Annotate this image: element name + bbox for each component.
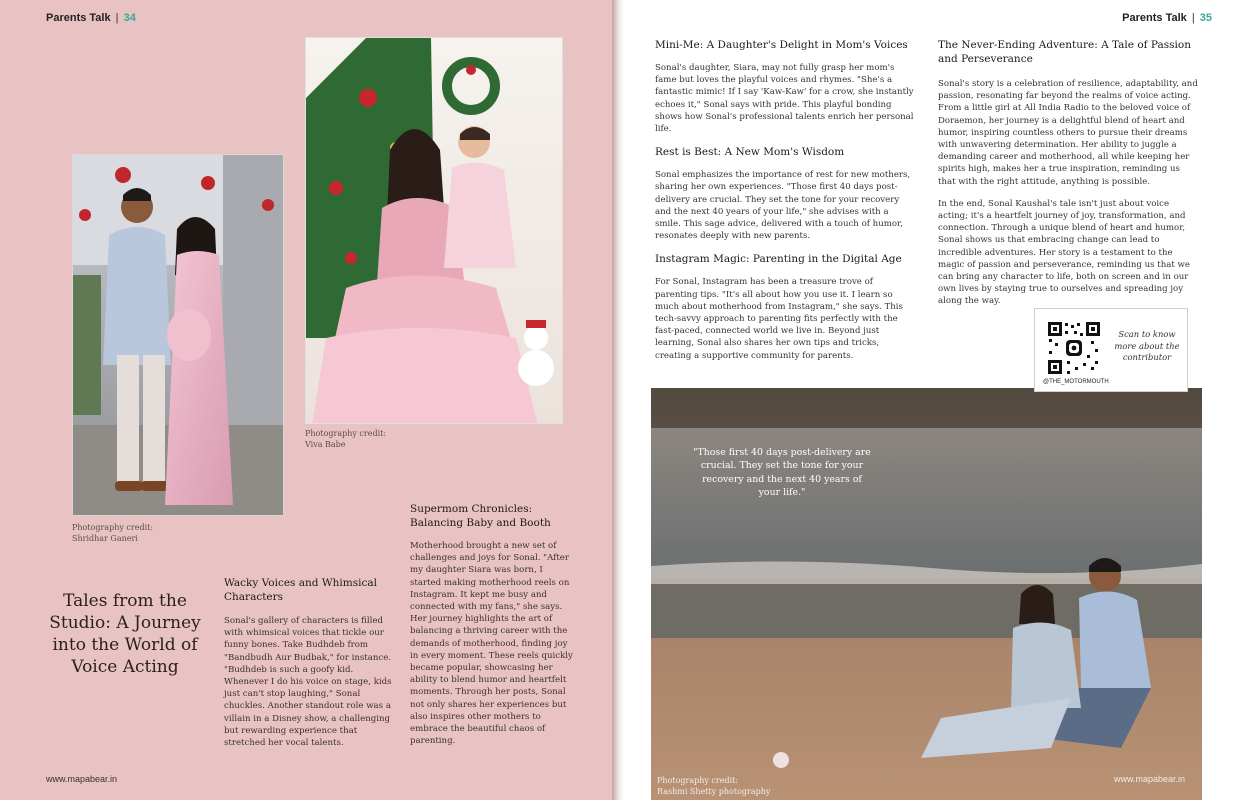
section-heading: Instagram Magic: Parenting in the Digital Age — [655, 253, 902, 266]
photo-credit-name: Shridhar Ganeri — [72, 534, 138, 543]
photo-credit-label: Photography credit: — [305, 429, 387, 438]
section-heading: Supermom Chronicles: Balancing Baby and Booth — [410, 503, 551, 529]
section-body: Sonal's gallery of characters is filled with whimsical voices that tickle our funny bones. Take Budhdeb from "Bandbudh Aur Budbak," for instance. "Budhdeb is such a goofy kid. Whenever I do his voice on stage, kids just can't stop laughing," Sonal chuckles. Another standout role was a villain in a Disney show, a challenging but rewarding experience that stretched her vocal talents. — [224, 616, 392, 749]
header-separator: | — [115, 12, 119, 24]
right-page-header — [1122, 12, 1212, 24]
left-page — [0, 0, 612, 800]
left-page-header — [46, 12, 136, 24]
website-url[interactable]: www.mapabear.in — [1114, 774, 1186, 784]
article-title: Tales from the Studio: A Journey into the World of Voice Acting — [49, 591, 201, 677]
section-heading: The Never-Ending Adventure: A Tale of Passion and Perseverance — [938, 39, 1191, 65]
section-body: Sonal's daughter, Siara, may not fully grasp her mom's fame but loves the playful voices and rhymes. "She's a fantastic mimic! If I say 'Kaw-Kaw' for a crow, she instantly echoes it," Sonal says with pride. This playful bonding shows how Sonal's professional talents enrich her personal life. — [655, 63, 914, 135]
photo-credit-label: Photography credit: — [657, 776, 739, 785]
qr-handle: @THE_MOTORMOUTH — [1043, 379, 1109, 385]
photo-credit-2 — [305, 428, 386, 450]
photo-credit-name: Rashmi Shetty photography — [657, 787, 771, 796]
section-heading: Mini-Me: A Daughter's Delight in Mom's Voices — [655, 39, 908, 51]
section-wacky-voices — [224, 576, 394, 749]
section-mini-me — [655, 38, 915, 135]
section-heading: Rest is Best: A New Mom's Wisdom — [655, 146, 845, 159]
website-url[interactable]: www.mapabear.in — [46, 774, 118, 784]
section-body: Motherhood brought a new set of challenges and joys for Sonal. "After my daughter Siara was born, I started making motherhood reels on Instagram. It kept me busy and connected with my fans," she says. Her journey highlights the art of balancing a thriving career with the demands of motherhood, finding joy in every moment. These reels quickly became popular, showcasing her ability to blend humor and heartfelt moments. Through her posts, Sonal not only shares her experiences but also inspires other mothers to embrace the beautiful chaos of parenting. — [410, 541, 573, 747]
section-body-2: In the end, Sonal Kaushal's tale isn't just about voice acting; it's a heartfelt journey of joy, transformation, and connection. Through a unique blend of heart and humor, Sonal shows us that embracing change can lead to incredible adventures. Her story is a testament to the magic of passion and perseverance, reminding us that we can bring any character to life, both on screen and in our own lives by staying true to ourselves and spreading joy along the way. — [938, 198, 1190, 307]
section-rest-is-best — [655, 145, 915, 242]
page-gutter — [612, 0, 624, 800]
photo-credit-name: Viva Babe — [305, 440, 346, 449]
couple-maternity-photo — [72, 154, 284, 516]
mother-baby-photo — [305, 37, 563, 424]
section-body: For Sonal, Instagram has been a treasure trove of parenting tips. "It's all about how you use it. I learn so much about motherhood from Instagram," she says. This tech-savvy approach to parenting fits perfectly with the fast-paced, connected world we live in. Beyond just learning, Sonal also shares her own tips and tricks, creating a supportive community for parents. — [655, 277, 903, 361]
qr-card[interactable] — [1034, 308, 1188, 392]
right-page — [624, 0, 1236, 800]
qr-scan-text: Scan to know more about the contributor — [1114, 329, 1180, 362]
qr-code-icon[interactable] — [1047, 321, 1101, 375]
mother-baby-illustration — [306, 38, 563, 424]
magazine-title: Parents Talk — [1122, 12, 1187, 24]
section-heading: Wacky Voices and Whimsical Characters — [224, 577, 377, 603]
couple-maternity-illustration — [73, 155, 284, 516]
section-body: Sonal's story is a celebration of resilience, adaptability, and passion, resonating far beyond the realms of voice acting. From a little girl at All India Radio to the beloved voice of Doraemon, her journey is a delightful blend of heart and humor, inspiring countless others to pursue their dreams with unwavering determination. Her ability to juggle a demanding career and motherhood, all while keeping her spirits high, makes her a true inspiration, reminding us that with the right attitude, anything is possible. — [938, 79, 1198, 187]
section-supermom — [410, 502, 576, 747]
page-number: 34 — [123, 12, 136, 24]
section-instagram-magic — [655, 252, 915, 361]
section-body: Sonal emphasizes the importance of rest for new mothers, sharing her own experiences. "Those first 40 days post-delivery are crucial. They set the tone for your recovery and the next 40 years of your life," she advises with a smile. This sage advice, delivered with a touch of humor, resonates deeply with new parents. — [655, 170, 911, 242]
photo-credit-label: Photography credit: — [72, 523, 154, 532]
right-column-2 — [938, 38, 1200, 308]
photo-credit-1 — [72, 522, 153, 544]
right-column-1 — [655, 38, 915, 362]
photo-credit-3 — [657, 775, 770, 797]
pull-quote: "Those first 40 days post-delivery are crucial. They set the tone for your recovery and the next 40 years of your life." — [693, 447, 871, 499]
page-number: 35 — [1199, 12, 1212, 24]
header-separator: | — [1191, 12, 1195, 24]
magazine-title: Parents Talk — [46, 12, 111, 24]
